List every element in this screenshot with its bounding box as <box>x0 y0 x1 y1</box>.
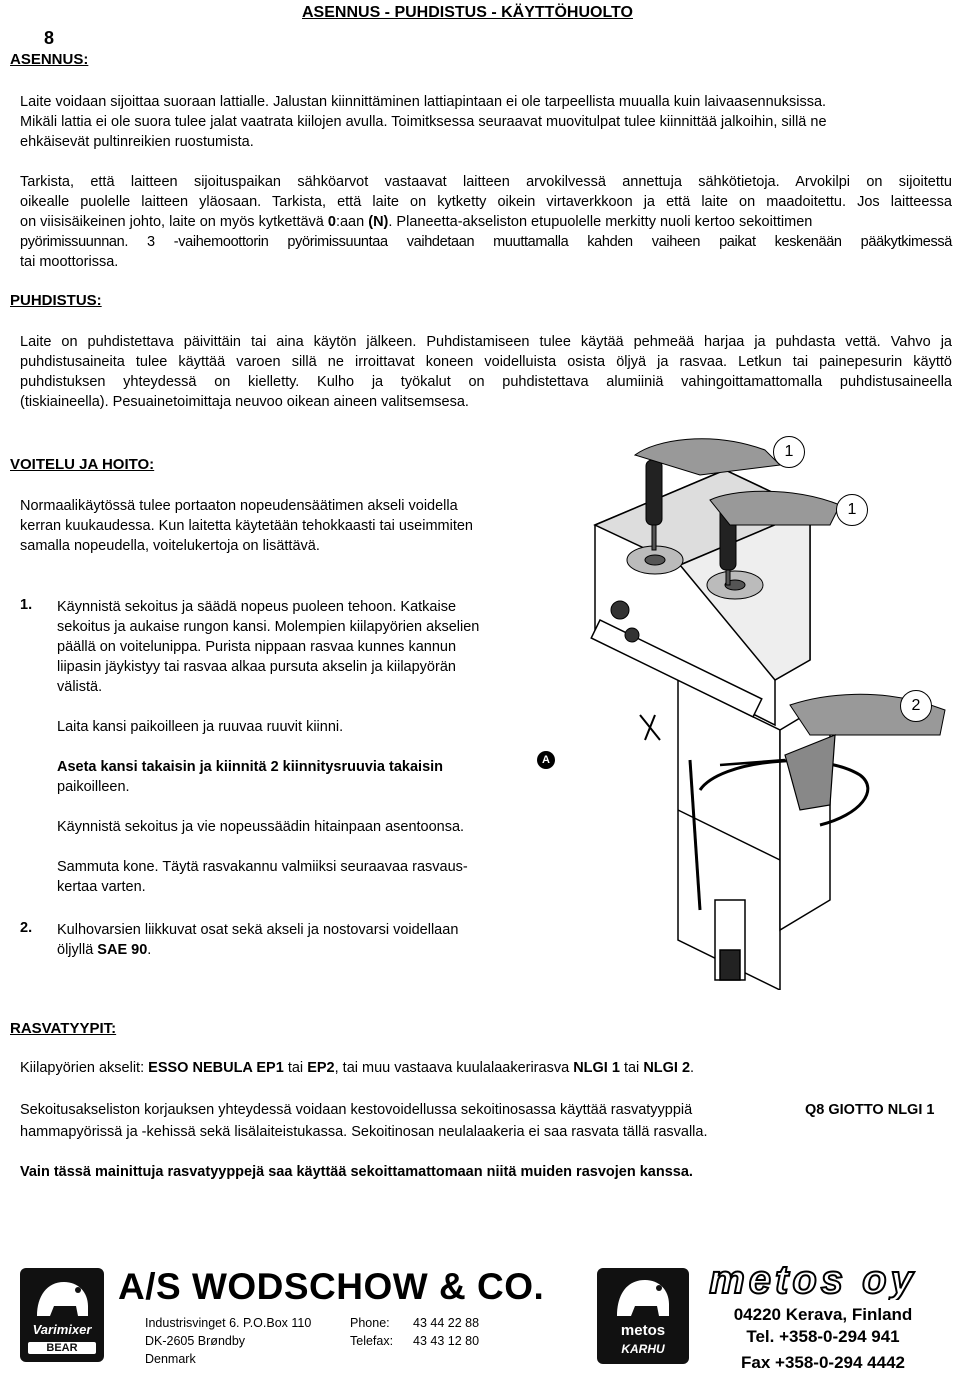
text-line: Sammuta kone. Täytä rasvakannu valmiiksi seuraavaa rasvaus- <box>57 859 468 875</box>
text-bold: NLGI 1 <box>573 1060 620 1076</box>
text-span: tai <box>287 1060 304 1076</box>
mixer-legs <box>715 900 745 980</box>
text-line: tai moottorissa. <box>20 254 119 270</box>
text-bold: ESSO NEBULA EP1 <box>148 1060 284 1076</box>
text-span: . <box>690 1060 695 1076</box>
text-line: kertaa varten. <box>57 879 146 895</box>
logo-label: Varimixer <box>32 1322 92 1337</box>
grease-line-1 <box>20 1060 694 1076</box>
callout-1-mid <box>836 494 868 526</box>
text-line: liipasin jäykistyy tai rasvaa alkaa pursuta akselin ja kiilapyörän <box>57 659 456 675</box>
text-line: Laite on puhdistettava päivittäin tai aina käytön jälkeen. Puhdistamiseen tulee käytää pehmeää harjaa ja puhdasta vettä. Vahvo ja <box>20 334 952 350</box>
text-line: kerran kuukaudessa. Kun laitetta käytetään tehokkaasti tai useimmiten <box>20 518 473 534</box>
step-number: 2. <box>20 920 33 936</box>
text-line: samalla nopeudella, voitelukertoja on lisättävä. <box>20 538 320 554</box>
section-heading-rasvatyypit: RASVATYYPIT: <box>10 1020 117 1037</box>
callout-label: 2 <box>911 697 921 714</box>
text-span: Kiilapyörien akselit: <box>20 1060 145 1076</box>
text-bold: NLGI 2 <box>643 1060 691 1076</box>
bear-icon <box>32 1276 92 1320</box>
step-number: 1. <box>20 597 33 613</box>
text-line <box>57 940 151 960</box>
logo-label: BEAR <box>28 1342 96 1354</box>
text-span: tai <box>623 1060 640 1076</box>
callout-a <box>537 751 555 769</box>
grease-warning: Vain tässä mainittuja rasvatyyppejä saa käyttää sekoittamattomaan niitä muiden rasvojen kanssa. <box>20 1164 693 1180</box>
text-span: , tai muu vastaava kuulalaakerirasva <box>334 1060 570 1076</box>
mixer-illustration <box>560 430 955 990</box>
metos-phone: Tel. +358-0-294 941 <box>746 1327 900 1346</box>
company-contact-values <box>413 1314 479 1350</box>
text-span: Sekoitusakseliston korjauksen yhteydessä voidaan kestovoidellussa sekoitinosassa käyttää rasvatyyppiä <box>20 1102 693 1118</box>
text-bold: 0 <box>327 214 336 230</box>
phone-number: 43 44 22 88 <box>413 1316 480 1330</box>
fax-number: 43 43 12 80 <box>413 1334 480 1348</box>
bear-icon <box>611 1274 675 1320</box>
callout-1-top <box>773 436 805 468</box>
metos-address: 04220 Kerava, Finland <box>733 1305 913 1324</box>
address-line: Denmark <box>145 1352 196 1366</box>
text-span: . <box>147 942 152 958</box>
section-heading-voitelu: VOITELU JA HOITO: <box>10 456 155 473</box>
metos-contact <box>698 1304 948 1374</box>
text-line: puhdistusaineita tulee käyttää varoen sillä ne irroittavat koneen voidelluista osista öljyä ja rasvaa. Letkun tai painepesurin käyttö <box>20 354 952 370</box>
text-line: puhdistuksen yhteydessä on kielletty. Kulho ja työkalut on puhdistettava alumiiniä vahingoittamattomalla puhdistusaineella <box>20 374 952 390</box>
callout-2 <box>900 690 932 722</box>
callout-label: A <box>542 754 550 766</box>
text-bold: SAE 90 <box>97 942 148 958</box>
text-line: Kulhovarsien liikkuvat osat sekä akseli ja nostovarsi voidellaan <box>57 922 459 938</box>
company-name: A/S WODSCHOW & CO. <box>118 1266 545 1307</box>
logo-label: KARHU <box>621 1342 665 1356</box>
text-line-bold: Aseta kansi takaisin ja kiinnitä 2 kiinnitysruuvia takaisin <box>57 759 444 775</box>
fax-label: Telefax: <box>350 1334 394 1348</box>
doc-title: ASENNUS - PUHDISTUS - KÄYTTÖHUOLTO <box>302 4 633 21</box>
company-contacts <box>350 1314 393 1350</box>
text-line: paikoilleen. <box>57 779 130 795</box>
text-span: :aan <box>335 214 365 230</box>
grease-product-q8: Q8 GIOTTO NLGI 1 <box>805 1102 935 1118</box>
text-bold: EP2 <box>307 1060 335 1076</box>
phone-label: Phone: <box>350 1316 390 1330</box>
varimixer-logo <box>20 1268 104 1362</box>
text-line: (tiskiaineella). Pesuainetoimittaja neuvoo oikean aineen valitsemsesa. <box>20 394 469 410</box>
text-line: Mikäli lattia ei ole suora tulee jalat vaatrata kiilojen avulla. Toimitksessa seuraavat muovitulpat tulee kiinnittää jalkoihin, sillä ne <box>20 114 827 130</box>
text-line: oikealle puolelle laitteen yläosaan. Tarkista, että laite on kytketty oikein virtaverkkoon ja että laite on maadoitettu. Jos laitteessa <box>20 194 952 210</box>
section-heading-puhdistus: PUHDISTUS: <box>10 292 102 309</box>
callout-label: 1 <box>847 501 857 518</box>
text-line: Tarkista, että laitteen sijoituspaikan sähköarvot vastaavat laitteen arvokilvessä annettuja sähkötietoja. Arvokilpi on sijoitettu <box>20 174 952 190</box>
text-line: Käynnistä sekoitus ja vie nopeussäädin hitainpaan asentoonsa. <box>57 819 465 835</box>
logo-label: metos <box>620 1322 666 1339</box>
metos-oy-wordmark: metos oy <box>709 1260 917 1300</box>
text-line: Käynnistä sekoitus ja säädä nopeus puoleen tehoon. Katkaise <box>57 599 457 615</box>
text-span: on viisisäikeinen johto, laite on myös kytkettävä <box>20 214 324 230</box>
text-span: öljyllä <box>57 942 94 958</box>
section-heading-asennus: ASENNUS: <box>10 51 89 68</box>
text-span: . Planeetta-akseliston etupuolelle merkitty nuoli kertoo sekoittimen <box>388 214 813 230</box>
grease-line-3: hammapyörissä ja -kehissä sekä lisälaiteistukassa. Sekoitinosan neulalaakeria ei saa rasvata tällä rasvalla. <box>20 1124 708 1140</box>
text-line: päällä on voitelunippa. Purista nippaan rasvaa kunnes kannun <box>57 639 457 655</box>
text-bold: (N) <box>368 214 389 230</box>
pointer-mark <box>640 715 660 740</box>
page-number: 8 <box>44 28 55 48</box>
text-line: ehkäisevät pultinreikien ruostumista. <box>20 134 254 150</box>
text-line: välistä. <box>57 679 103 695</box>
text-line: Laite voidaan sijoittaa suoraan lattialle. Jalustan kiinnittäminen lattiapintaan ei ole tarpeellista muualla kuin laivaasennuksissa. <box>20 94 827 110</box>
metos-karhu-logo <box>597 1268 689 1364</box>
text-line: sekoitus ja aukaise rungon kansi. Molempien kiilapyörien akselien <box>57 619 480 635</box>
address-line: Industrisvinget 6. P.O.Box 110 <box>145 1316 312 1330</box>
callout-label: 1 <box>784 443 794 460</box>
text-line: pyörimissuunnan. 3 -vaihemoottorin pyörimissuuntaa vaihdetaan muuttamalla kahden vaiheen paikat keskenään pääkytkimessä <box>20 234 952 250</box>
grease-line-2 <box>20 1102 692 1118</box>
address-line: DK-2605 Brøndby <box>145 1334 246 1348</box>
metos-fax: Fax +358-0-294 4442 <box>741 1353 905 1372</box>
text-line: Laita kansi paikoilleen ja ruuvaa ruuvit kiinni. <box>57 719 344 735</box>
text-line: Normaalikäytössä tulee portaaton nopeudensäätimen akseli voidella <box>20 498 458 514</box>
text-line <box>20 212 812 232</box>
company-address <box>145 1314 311 1368</box>
